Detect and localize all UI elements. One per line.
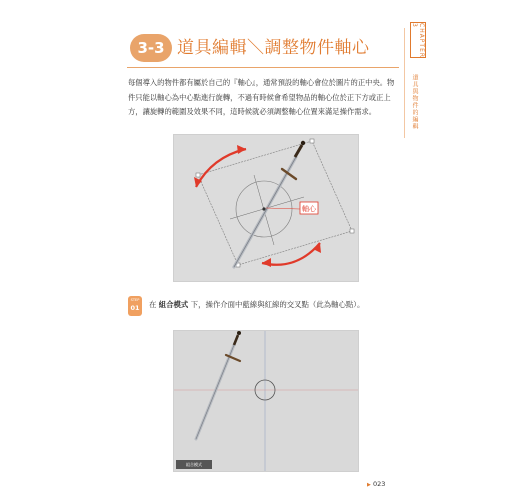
- step-text-bold: 組合模式: [158, 300, 189, 309]
- sword-illustration: [196, 331, 241, 439]
- side-chapter-label: CHAPTER 3: [411, 23, 425, 59]
- pivot-point: [262, 207, 265, 210]
- figure-pivot-rotation-drawing: [174, 135, 358, 281]
- callout-leader: [266, 208, 300, 209]
- handle-top-left: [196, 173, 200, 177]
- rotation-arrow-bottom-head-2: [313, 243, 321, 253]
- step-instruction: [149, 299, 364, 310]
- title-underline: [127, 67, 399, 68]
- step-text-suffix: 下，操作介面中藍線與紅線的交叉點（此為軸心點）。: [188, 300, 365, 309]
- section-number-badge: 3-3: [130, 34, 172, 62]
- page-number-value: 023: [372, 480, 386, 488]
- side-divider: [404, 28, 405, 138]
- figure-combine-mode: [173, 330, 359, 472]
- callout-label: 軸心: [302, 205, 316, 213]
- step-badge-number: 01: [130, 304, 140, 312]
- rotation-arrow-top-head-1: [237, 145, 246, 154]
- step-badge: [128, 296, 142, 316]
- step-text-prefix: 在: [149, 300, 159, 309]
- section-title: 道具編輯＼調整物件軸心: [177, 38, 370, 58]
- figure-pivot-rotation: [173, 134, 359, 282]
- page-number: [367, 480, 385, 488]
- mode-tag: 組合模式: [176, 460, 212, 469]
- figure-combine-mode-drawing: [174, 331, 358, 471]
- side-section-label: 道具與物件的編輯: [411, 74, 418, 130]
- handle-top-right: [310, 139, 314, 143]
- handle-bottom-right: [350, 229, 354, 233]
- rotation-arrow-bottom-head-1: [262, 258, 271, 267]
- intro-paragraph: 每個導入的物件都有屬於自己的『軸心』，通常預設的軸心會位於圖片的正中央。物件只能以軸心為中心點進行旋轉，不過有時候會希望物品的軸心位於正下方或正上方，讓旋轉的範圍及效果不同，這時候就必須調整軸心位置來滿足操作需求。: [128, 78, 395, 116]
- step-badge-label: STEP: [130, 298, 140, 302]
- page-arrow-icon: ▶: [367, 482, 371, 488]
